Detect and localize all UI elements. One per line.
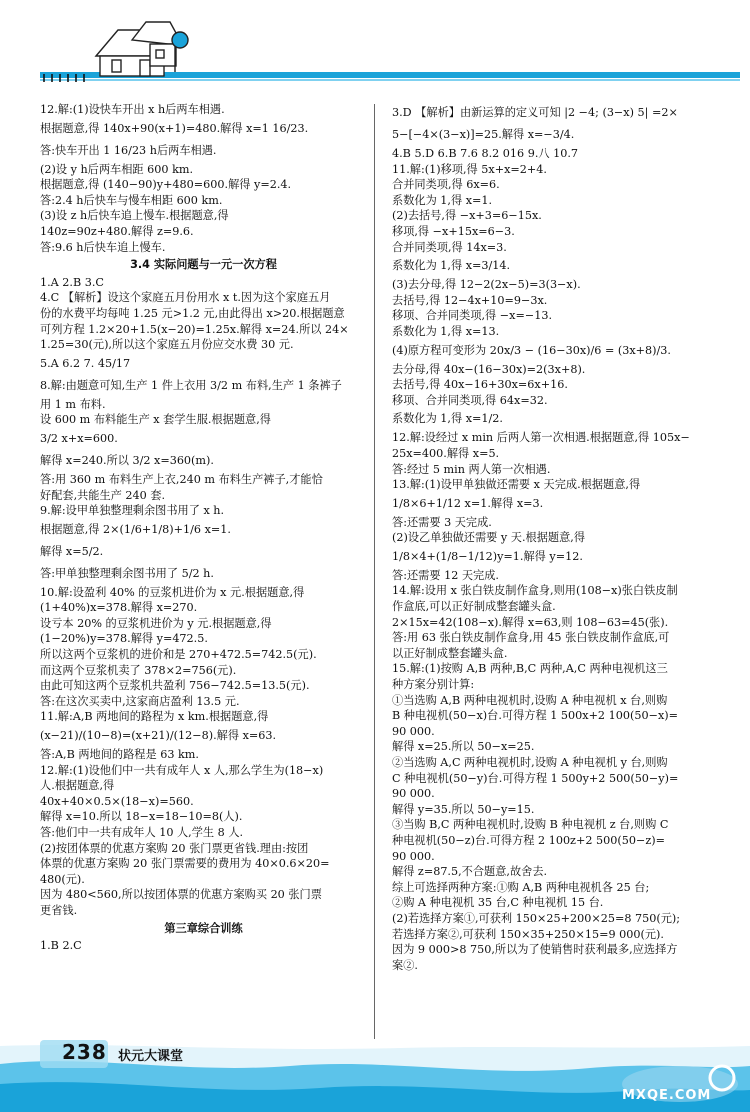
answer-line: 11.解:A,B 两地间的路程为 x km.根据题意,得 [40,710,269,724]
answer-line: 解得 x=5/2. [40,544,104,558]
answer-line: C 种电视机(50−y)台.可得方程 1 500y+2 500(50−y)= [392,771,679,785]
answer-line: 140z=90z+480.解得 z=9.6. [40,224,194,238]
answer-line: (4)原方程可变形为 20x/3 − (16−30x)/6 = (3x+8)/3. [392,343,671,357]
answer-line: (2)去括号,得 −x+3=6−15x. [392,209,542,223]
answer-line: (3)设 z h后快车追上慢车.根据题意,得 [40,209,229,223]
answer-line: 移项、合并同类项,得 −x=−13. [392,309,553,323]
answer-line: 14.解:设用 x 张白铁皮制作盒身,则用(108−x)张白铁皮制 [392,584,678,598]
answer-line: 以正好制成整套罐头盒. [392,646,508,660]
answer-line: 根据题意,得 2×(1/6+1/8)+1/6 x=1. [40,522,231,536]
answer-line: 合并同类项,得 14x=3. [392,240,507,254]
answer-line: 可列方程 1.2×20+1.5(x−20)=1.25x.解得 x=24.所以 24× [40,322,349,336]
answer-line: (2)按团体票的优惠方案购 20 张门票更省钱.理由:按团 [40,841,309,855]
answer-line: 答:用 360 m 布料生产上衣,240 m 布料生产裤子,才能恰 [40,472,323,486]
answer-line: 体票的优惠方案购 20 张门票需要的费用为 40×0.6×20= [40,857,330,871]
answer-line: 12.解:(1)设他们中一共有成年人 x 人,那么学生为(18−x) [40,763,324,777]
answer-line: 因为 480<560,所以按团体票的优惠方案购买 20 张门票 [40,888,322,902]
answer-line: 1.B 2.C [40,939,82,953]
answer-line: 480(元). [40,872,85,886]
answer-line: (x−21)/(10−8)=(x+21)/(12−8).解得 x=63. [40,729,277,743]
answer-line: 1.25=30(元),所以这个家庭五月份应交水费 30 元. [40,338,294,352]
answer-line: (1−20%)y=378.解得 y=472.5. [40,632,208,646]
answer-line: 去括号,得 12−4x+10=9−3x. [392,293,548,307]
answer-line: 答:在这次买卖中,这家商店盈利 13.5 元. [40,694,240,708]
answer-line: 2×15x=42(108−x).解得 x=63,则 108−63=45(张). [392,615,669,629]
answer-line: 8.解:由题意可知,生产 1 件上衣用 3/2 m 布料,生产 1 条裤子 [40,378,342,392]
brand-name: 状元大课堂 [118,1049,184,1064]
answer-line: 根据题意,得 (140−90)y+480=600.解得 y=2.4. [40,178,292,192]
answer-line: 4.C 【解析】设这个家庭五月份用水 x t.因为这个家庭五月 [40,291,331,305]
answer-line: 40x+40×0.5×(18−x)=560. [40,794,194,808]
left-column [40,102,367,954]
answer-line: 答:9.6 h后快车追上慢车. [40,240,166,254]
answer-line: (2)若选择方案①,可获利 150×25+200×25=8 750(元); [392,911,681,925]
answer-line: 系数化为 1,得 x=3/14. [392,259,511,273]
answer-line: 解得 y=35.所以 50−y=15. [392,802,535,816]
answer-line: 作盒底,可以正好制成整套罐头盒. [392,600,556,614]
answer-line: 人.根据题意,得 [40,779,115,793]
answer-line: 15.解:(1)按购 A,B 两种,B,C 两种,A,C 两种电视机这三 [392,662,668,676]
answer-line: 12.解:(1)设快车开出 x h后两车相遇. [40,103,225,116]
answer-line: 3/2 x+x=600. [40,431,118,445]
answer-line: ①当选购 A,B 两种电视机时,设购 A 种电视机 x 台,则购 [392,693,668,707]
answer-line: 13.解:(1)设甲单独做还需要 x 天完成.根据题意,得 [392,478,641,492]
answer-line: 答:他们中一共有成年人 10 人,学生 8 人. [40,826,244,839]
answer-line: 所以这两个豆浆机的进价和是 270+472.5=742.5(元). [40,648,317,662]
answer-line: 好配套,共能生产 240 套. [40,488,166,502]
right-column [392,102,730,973]
watermark-logo [610,1062,750,1112]
answer-line: 更省钱. [40,903,78,917]
answer-line: 答:用 63 张白铁皮制作盒身,用 45 张白铁皮制作盒底,可 [392,631,670,645]
answer-line: 份的水费平均每吨 1.25 元>1.2 元,由此得出 x>20.根据题意 [40,306,345,320]
answer-line: 1.A 2.B 3.C [40,275,104,289]
answer-line: 10.解:设盈利 40% 的豆浆机进价为 x 元.根据题意,得 [40,585,305,599]
answer-line: 用 1 m 布料. [40,397,106,411]
answer-line: 答:2.4 h后快车与慢车相距 600 km. [40,193,223,207]
answer-line: 5−[−4×(3−x)]=25.解得 x=−3/4. [392,128,575,141]
answer-line: 5.A 6.2 7. 45/17 [40,356,131,370]
answer-line: 系数化为 1,得 x=1/2. [392,412,503,426]
answer-line: 解得 z=87.5,不合题意,故舍去. [392,865,548,879]
answer-line: 若选择方案②,可获利 150×35+250×15=9 000(元). [392,927,664,941]
answer-line: ③当购 B,C 两种电视机时,设购 B 种电视机 z 台,则购 C [392,818,669,832]
answer-line: 1/8×6+1/12 x=1.解得 x=3. [392,496,544,510]
answer-line: ②当选购 A,C 两种电视机时,设购 A 种电视机 y 台,则购 [392,756,668,769]
answer-line: 种电视机(50−z)台.可得方程 2 100z+2 500(50−z)= [392,833,665,847]
answer-line: 25x=400.解得 x=5. [392,446,500,460]
page-number: 238 [62,1040,107,1064]
answer-line: (1+40%)x=378.解得 x=270. [40,601,198,615]
answer-line: 90 000. [392,724,435,738]
answer-line: (2)设乙单独做还需要 y 天.根据题意,得 [392,531,586,545]
answer-line: 设 600 m 布料能生产 x 套学生服.根据题意,得 [40,413,271,427]
answer-line: 答:快车开出 1 16/23 h后两车相遇. [40,143,217,157]
answer-line: 合并同类项,得 6x=6. [392,178,500,192]
answer-line: 移项、合并同类项,得 64x=32. [392,393,548,407]
answer-line: 去括号,得 40x−16+30x=6x+16. [392,378,568,392]
answer-line: 解得 x=240.所以 3/2 x=360(m). [40,453,214,467]
answer-line: 种方案分别计算: [392,678,475,692]
answer-line: 解得 x=25.所以 50−x=25. [392,740,535,754]
answer-line: 9.解:设甲单独整理剩余图书用了 x h. [40,504,225,518]
answer-line: (2)设 y h后两车相距 600 km. [40,162,194,176]
answer-line: 综上可选择两种方案:①购 A,B 两种电视机各 25 台; [392,880,650,894]
answer-line: 1/8×4+(1/8−1/12)y=1.解得 y=12. [392,549,583,563]
house-illustration [0,0,750,100]
answer-line: 而这两个豆浆机卖了 378×2=756(元). [40,663,237,677]
answer-line: 由此可知这两个豆浆机共盈利 756−742.5=13.5(元). [40,679,310,693]
answer-line: 设亏本 20% 的豆浆机进价为 y 元.根据题意,得 [40,616,272,630]
answer-line: B 种电视机(50−x)台.可得方程 1 500x+2 100(50−x)= [392,709,678,723]
section-title: 第三章综合训练 [164,921,243,935]
answer-line: 移项,得 −x+15x=6−3. [392,224,515,238]
answer-line: 系数化为 1,得 x=1. [392,193,493,207]
answer-line: ②购 A 种电视机 35 台,C 种电视机 15 台. [392,896,604,910]
answer-line: 答:还需要 12 天完成. [392,568,499,582]
answer-line: 11.解:(1)移项,得 5x+x=2+4. [392,162,547,176]
answer-line: 解得 x=10.所以 18−x=18−10=8(人). [40,810,243,824]
answer-line: 12.解:设经过 x min 后两人第一次相遇.根据题意,得 105x− [392,431,690,445]
section-title: 3.4 实际问题与一元一次方程 [130,258,277,272]
answer-line: 答:甲单独整理剩余图书用了 5/2 h. [40,566,214,580]
answer-line: 90 000. [392,787,435,801]
answer-line: 4.B 5.D 6.B 7.6 8.2 016 9.八 10.7 [392,147,579,160]
answer-line: 去分母,得 40x−(16−30x)=2(3x+8). [392,362,586,376]
answer-line: 案②. [392,958,418,972]
answer-line: 3.D 【解析】由新运算的定义可知 |2 −4; (3−x) 5| =2× [392,106,678,119]
answer-line: 因为 9 000>8 750,所以为了使销售时获利最多,应选择方 [392,943,678,957]
column-divider [374,104,375,1039]
answer-line: 答:经过 5 min 两人第一次相遇. [392,462,551,476]
answer-line: 答:还需要 3 天完成. [392,515,492,529]
page-header [0,0,750,100]
answer-line: 答:A,B 两地间的路程是 63 km. [40,748,199,762]
answer-line: 系数化为 1,得 x=13. [392,324,500,338]
answer-line: 90 000. [392,849,435,863]
answer-line: (3)去分母,得 12−2(2x−5)=3(3−x). [392,278,581,292]
answer-line: 根据题意,得 140x+90(x+1)=480.解得 x=1 16/23. [40,121,309,135]
watermark-text: MXQE.COM [622,1088,712,1103]
